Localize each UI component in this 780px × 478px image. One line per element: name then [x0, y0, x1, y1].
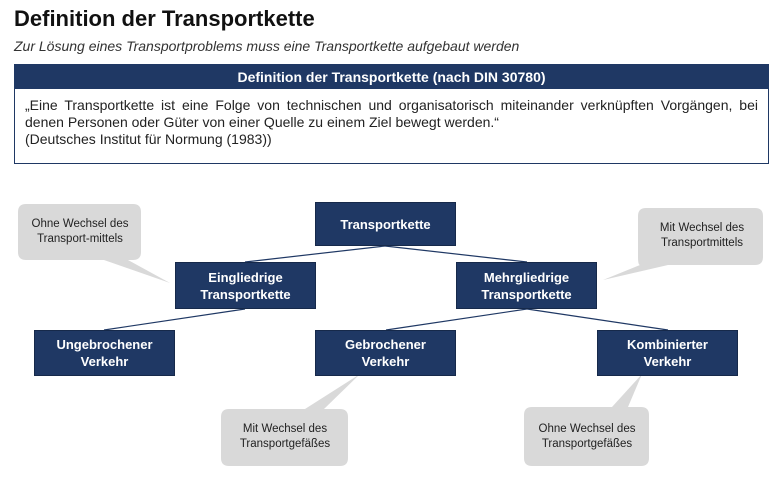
connector-single-unbroken	[104, 309, 245, 330]
node-gebrochener: Gebrochener Verkehr	[315, 330, 456, 376]
definition-header: Definition der Transportkette (nach DIN 30780)	[15, 65, 768, 89]
page-subtitle: Zur Lösung eines Transportproblems muss eine Transportkette aufgebaut werden	[14, 38, 520, 54]
node-ungebrochener: Ungebrochener Verkehr	[34, 330, 175, 376]
node-mehrgliedrige: Mehrgliedrige Transportkette	[456, 262, 597, 309]
connector-root-multi	[385, 246, 527, 262]
connector-multi-combined	[527, 309, 668, 330]
definition-quote: „Eine Transportkette ist eine Folge von technischen und organisatorisch miteinander verknüpften Vorgängen, bei denen Personen oder Güter von einer Quelle zu einem Ziel bewegt werden.“	[25, 97, 758, 130]
callout-multi: Mit Wechsel des Transportmittels	[659, 222, 745, 249]
connector-root-single	[245, 246, 385, 262]
callout-single: Ohne Wechsel des Transport-mittels	[31, 218, 129, 245]
node-transportkette: Transportkette	[315, 202, 456, 246]
definition-source: (Deutsches Institut für Normung (1983))	[25, 131, 272, 147]
node-eingliedrige: Eingliedrige Transportkette	[175, 262, 316, 309]
page-title: Definition der Transportkette	[14, 6, 315, 31]
callout-broken: Mit Wechsel des Transportgefäßes	[239, 423, 331, 450]
callout-combined: Ohne Wechsel des Transportgefäßes	[538, 422, 636, 450]
node-kombinierter: Kombinierter Verkehr	[597, 330, 738, 376]
connector-multi-broken	[386, 309, 527, 330]
